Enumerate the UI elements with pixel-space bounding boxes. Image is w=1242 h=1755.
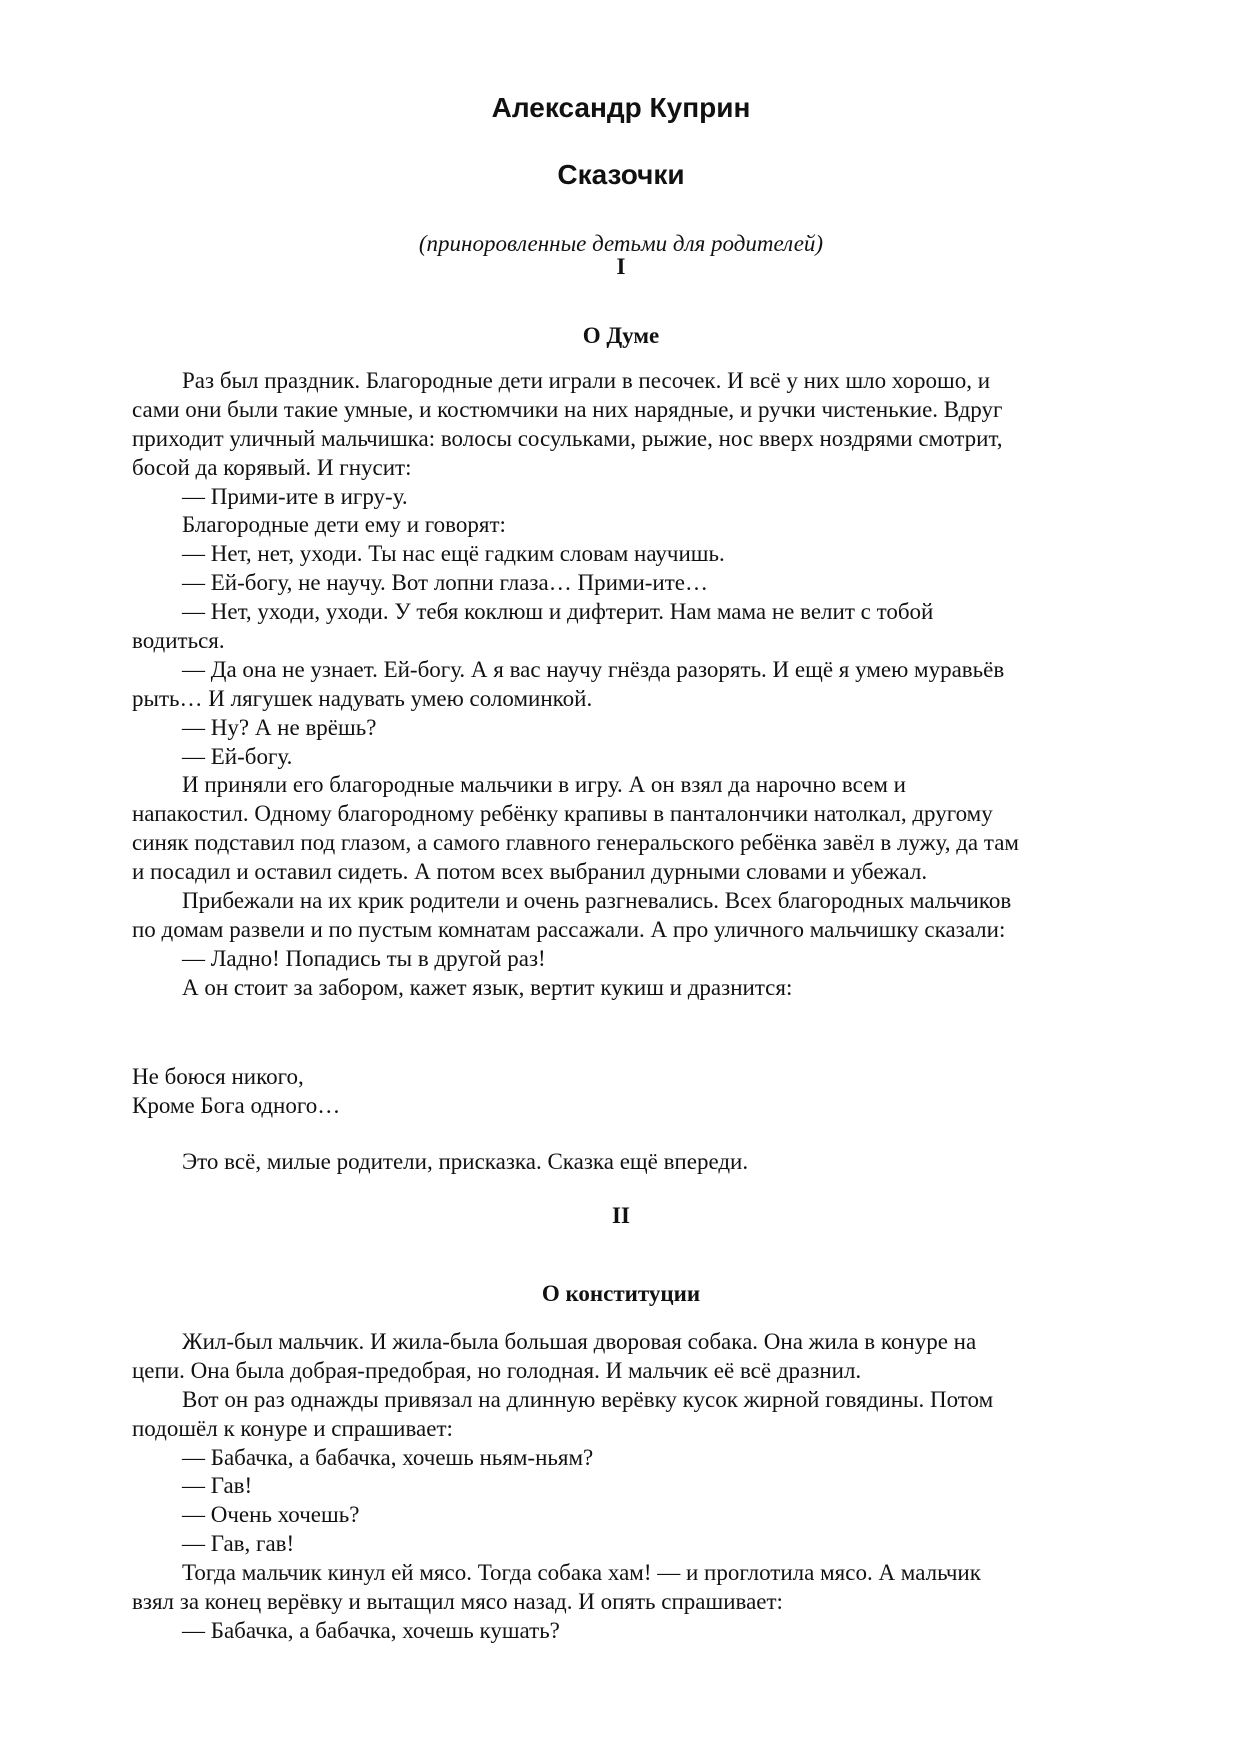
book-subtitle: (приноровленные детьми для родителей)	[418, 231, 824, 256]
dialogue-line: — Нет, уходи, уходи. У тебя коклюш и дифтерит. Нам мама не велит с тобой	[182, 599, 934, 625]
paragraph-line: Благородные дети ему и говорят:	[182, 512, 506, 538]
dialogue-line: — Да она не узнает. Ей-богу. А я вас научу гнёзда разорять. И ещё я умею муравьёв	[182, 656, 1005, 682]
paragraph-line: сами они были такие умные, и костюмчики на них нарядные, и ручки чистенькие. Вдруг	[132, 396, 1003, 422]
dialogue-line: — Ну? А не врёшь?	[182, 714, 377, 740]
paragraph-line: и посадил и оставил сидеть. А потом всех выбранил дурными словами и убежал.	[132, 859, 928, 885]
chapter-2-number: II	[612, 1203, 630, 1228]
paragraph-line: Это всё, милые родители, присказка. Сказка ещё впереди.	[182, 1149, 749, 1174]
verse-line: Кроме Бога одного…	[132, 1092, 341, 1118]
dialogue-line: рыть… И лягушек надувать умею соломинкой.	[132, 685, 593, 711]
paragraph-line: Прибежали на их крик родители и очень разгневались. Всех благородных мальчиков	[182, 888, 1012, 914]
paragraph-line: цепи. Она была добрая-предобрая, но голодная. И мальчик её всё дразнил.	[132, 1357, 862, 1383]
chapter-1-text	[132, 367, 1117, 1003]
verse	[132, 1063, 1117, 1121]
paragraph-line: по домам развели и по пустым комнатам рассажали. А про уличного мальчишку сказали:	[132, 916, 1006, 942]
dialogue-line: — Гав, гав!	[182, 1531, 295, 1557]
paragraph-line: Тогда мальчик кинул ей мясо. Тогда собака хам! — и проглотила мясо. А мальчик	[182, 1560, 981, 1586]
dialogue-line: — Гав!	[182, 1473, 253, 1499]
dialogue-line: — Бабачка, а бабачка, хочешь ньям-ньям?	[182, 1444, 594, 1470]
paragraph-line: подошёл к конуре и спрашивает:	[132, 1415, 453, 1441]
paragraph-line: И приняли его благородные мальчики в игру. А он взял да нарочно всем и	[182, 772, 906, 798]
paragraph-line: взял за конец верёвку и вытащил мясо назад. И опять спрашивает:	[132, 1589, 783, 1615]
paragraph-line: А он стоит за забором, кажет язык, вертит кукиш и дразнится:	[182, 974, 793, 1000]
dialogue-line: водиться.	[132, 628, 225, 654]
chapter-2-title: О конституции	[541, 1281, 701, 1306]
dialogue-line: — Ладно! Попадись ты в другой раз!	[182, 945, 546, 971]
paragraph-line: Вот он раз однажды привязал на длинную верёвку кусок жирной говядины. Потом	[182, 1386, 994, 1412]
dialogue-line: — Ей-богу.	[182, 743, 293, 769]
paragraph-line: синяк подставил под глазом, а самого главного генеральского ребёнка завёл в лужу, да там	[132, 830, 1019, 856]
dialogue-line: — Бабачка, а бабачка, хочешь кушать?	[182, 1617, 560, 1643]
paragraph-line: Раз был праздник. Благородные дети играли в песочек. И всё у них шло хорошо, и	[182, 368, 991, 393]
book-title: Сказочки	[557, 159, 685, 190]
dialogue-line: — Нет, нет, уходи. Ты нас ещё гадким словам научишь.	[182, 541, 725, 567]
chapter-1-closing	[132, 1148, 1117, 1177]
chapter-2-text	[132, 1328, 1117, 1646]
dialogue-line: — Очень хочешь?	[182, 1502, 360, 1528]
chapter-1-title: О Думе	[582, 323, 660, 348]
paragraph-line: напакостил. Одному благородному ребёнку крапивы в панталончики натолкал, другому	[132, 801, 993, 827]
paragraph-line: босой да корявый. И гнусит:	[132, 454, 412, 480]
author-name: Александр Куприн	[491, 92, 751, 123]
dialogue-line: — Прими-ите в игру-у.	[182, 483, 408, 509]
dialogue-line: — Ей-богу, не научу. Вот лопни глаза… Прими-ите…	[182, 570, 708, 596]
paragraph-line: приходит уличный мальчишка: волосы сосульками, рыжие, нос вверх ноздрями смотрит,	[132, 425, 1003, 451]
paragraph-line: Жил-был мальчик. И жила-была большая дворовая собака. Она жила в конуре на	[182, 1329, 977, 1354]
chapter-1-number: I	[616, 254, 626, 279]
verse-line: Не боюся никого,	[132, 1064, 304, 1089]
